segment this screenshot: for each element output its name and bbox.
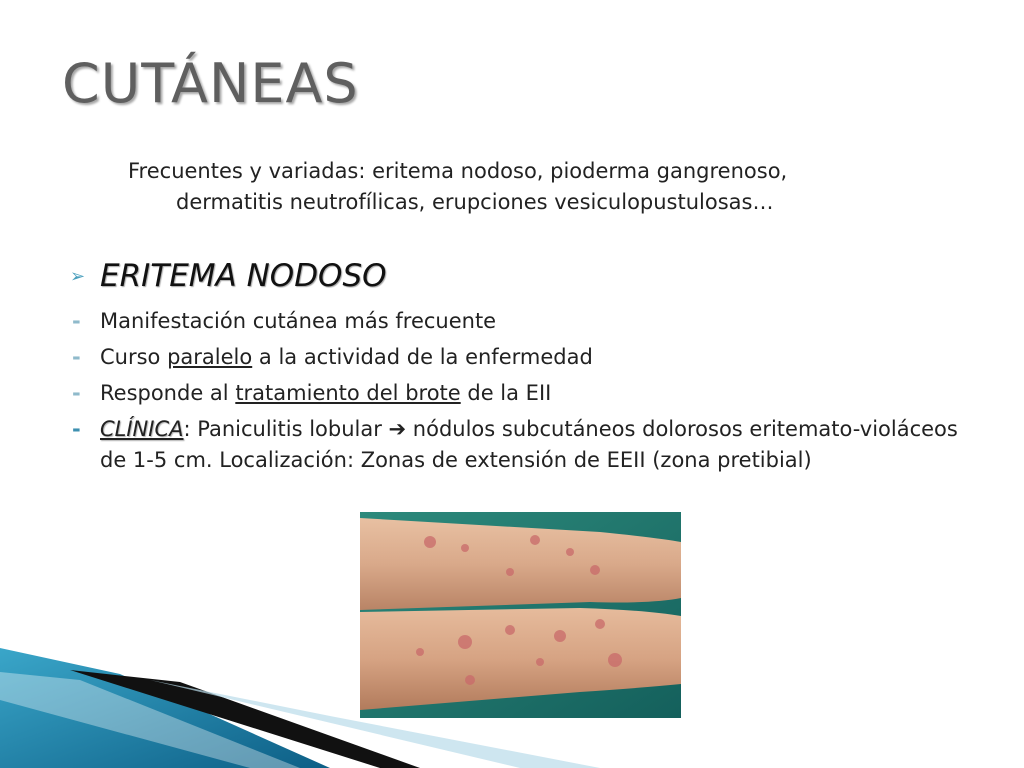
list-item [70,306,970,337]
underlined-term: tratamiento del brote [235,381,461,405]
bullet-text: Manifestación cutánea más frecuente [100,309,497,333]
list-item [70,378,970,409]
heading-text: ERITEMA NODOSO [100,258,387,294]
intro-line-1: Frecuentes y variadas: eritema nodoso, pioderma gangrenoso, [128,159,788,183]
bullet-text: : Paniculitis lobular ➔ nódulos subcutáneos dolorosos eritemato-violáceos de 1-5 cm. Localización: Zonas de extensión de EEII (zona pretibial) [100,417,958,472]
bullet-text-post: de la EII [460,381,552,405]
bullet-text-pre: Curso [100,345,168,369]
list-item [70,414,970,476]
list-item [70,342,970,373]
dash-bullet-icon: - [72,381,81,405]
clinica-label: CLÍNICA [100,417,184,441]
bullet-list [70,306,970,481]
decorative-swoosh [0,620,600,768]
dash-bullet-icon: - [72,417,81,441]
bullet-text-pre: Responde al [100,381,236,405]
dash-bullet-icon: - [72,309,81,333]
intro-paragraph [128,156,928,218]
underlined-term: paralelo [167,345,253,369]
dash-bullet-icon: - [72,345,81,369]
bullet-text-post: a la actividad de la enfermedad [252,345,593,369]
slide-title: CUTÁNEAS [62,52,359,115]
arrow-bullet-icon: ➢ [70,265,86,287]
intro-line-2: dermatitis neutrofílicas, erupciones vesiculopustulosas… [176,190,774,214]
section-heading [70,258,387,294]
